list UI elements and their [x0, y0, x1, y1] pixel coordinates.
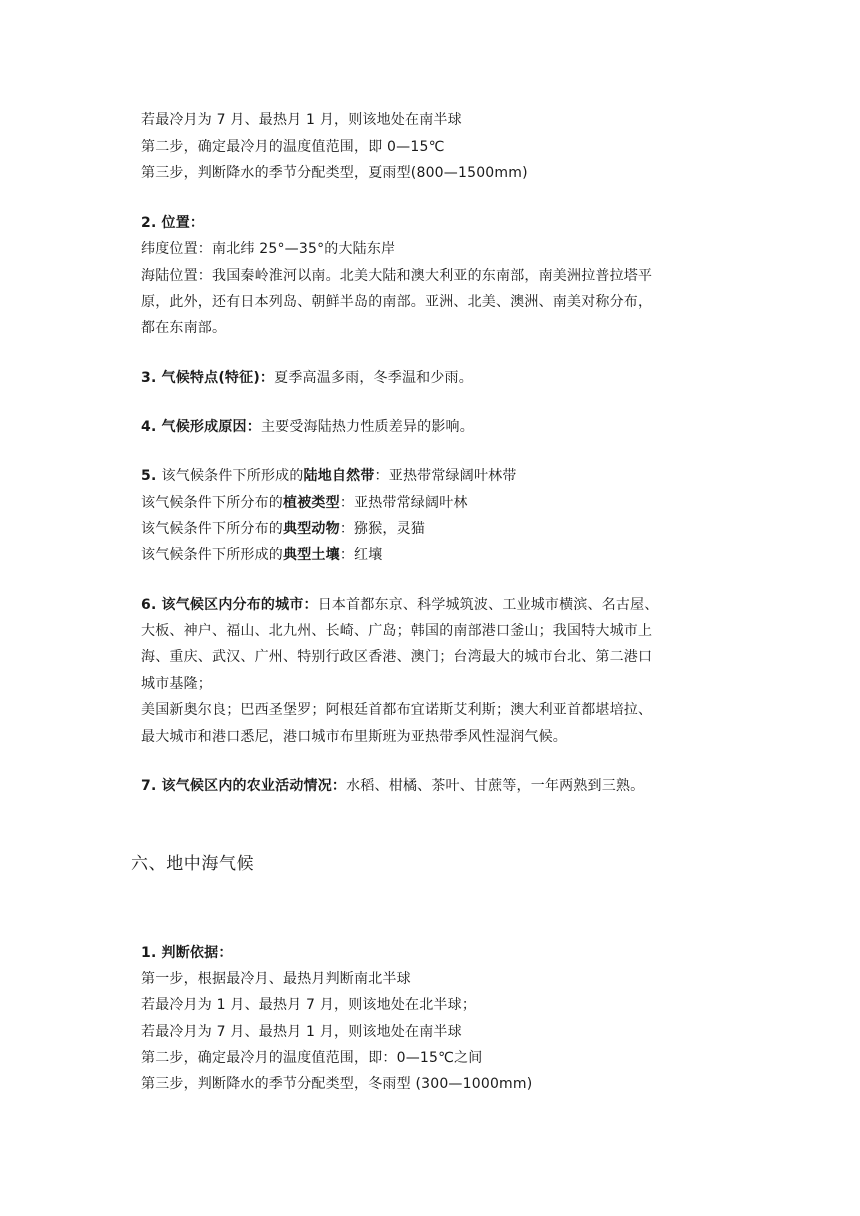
- section-heading: 6. 该气候区内分布的城市：: [141, 597, 318, 613]
- paragraph-text: 夏季高温多雨，冬季温和少雨。: [274, 370, 473, 386]
- text-line: 海、重庆、武汉、广州、特别行政区香港、澳门；台湾最大的城市台北、第二港口: [141, 649, 653, 665]
- text-line: 第三步，判断降水的季节分配类型，夏雨型(800—1500mm): [141, 165, 528, 181]
- text-line: 第二步，确定最冷月的温度值范围，即 0—15℃: [141, 139, 445, 155]
- text-line: 都在东南部。: [141, 320, 227, 336]
- paragraph-soil: [141, 546, 741, 564]
- paragraph-text: 该气候条件下所分布的: [141, 521, 283, 537]
- text-line: 若最冷月为 7 月、最热月 1 月，则该地处在南半球: [141, 112, 462, 128]
- text-line: 第三步，判断降水的季节分配类型，冬雨型 (300—1000mm): [141, 1076, 533, 1092]
- bold-term: 植被类型: [283, 495, 340, 511]
- section-heading: 3. 气候特点(特征)：: [141, 370, 275, 386]
- paragraph-natural-zone: [141, 467, 741, 485]
- text-line: 海陆位置：我国秦岭淮河以南。北美大陆和澳大利亚的东南部，南美洲拉普拉塔平: [141, 268, 653, 284]
- text-line: 第二步，确定最冷月的温度值范围，即：0—15℃之间: [141, 1050, 483, 1066]
- section-heading-location: 2. 位置：: [141, 215, 205, 231]
- paragraph-text: ：红壤: [339, 547, 383, 563]
- text-line: 最大城市和港口悉尼，港口城市布里斯班为亚热带季风性湿润气候。: [141, 729, 567, 745]
- paragraph-text: ：亚热带常绿阔叶林: [339, 495, 468, 511]
- text-line: 纬度位置：南北纬 25°—35°的大陆东岸: [141, 241, 396, 257]
- bold-term: 陆地自然带: [303, 468, 375, 484]
- text-line: 大板、神户、福山、北九州、长崎、广岛；韩国的南部港口釜山；我国特大城市上: [141, 623, 653, 639]
- paragraph-vegetation: [141, 494, 741, 512]
- paragraph-text: 主要受海陆热力性质差异的影响。: [260, 419, 474, 435]
- section-title: 六、地中海气候: [131, 854, 255, 874]
- paragraph-climate-features: [141, 369, 741, 387]
- paragraph-text: 该气候条件下所分布的: [141, 495, 283, 511]
- text-line: 城市基隆；: [141, 676, 212, 692]
- paragraph-text: 该气候条件下所形成的: [141, 547, 283, 563]
- paragraph-text: ：猕猴，灵猫: [339, 521, 426, 537]
- paragraph-text: 该气候条件下所形成的: [161, 468, 304, 484]
- paragraph-agriculture: [141, 777, 741, 795]
- text-line: 美国新奥尔良；巴西圣堡罗；阿根廷首都布宜诺斯艾利斯；澳大利亚首都堪培拉、: [141, 702, 653, 718]
- text-line: 原，此外，还有日本列岛、朝鲜半岛的南部。亚洲、北美、澳洲、南美对称分布，: [141, 294, 653, 310]
- paragraph-text: 日本首都东京、科学城筑波、工业城市横滨、名古屋、: [317, 597, 659, 613]
- paragraph-cities: [141, 596, 741, 614]
- item-number: 5.: [141, 468, 162, 484]
- section-heading: 7. 该气候区内的农业活动情况：: [141, 778, 347, 794]
- text-line: 若最冷月为 1 月、最热月 7 月，则该地处在北半球；: [141, 997, 477, 1013]
- text-line: 第一步，根据最冷月、最热月判断南北半球: [141, 971, 411, 987]
- paragraph-climate-causes: [141, 418, 741, 436]
- bold-term: 典型土壤: [283, 547, 340, 563]
- section-heading: 4. 气候形成原因：: [141, 419, 261, 435]
- section-heading-basis: 1. 判断依据：: [141, 945, 233, 961]
- paragraph-text: ：亚热带常绿阔叶林带: [374, 468, 517, 484]
- paragraph-text: 水稻、柑橘、茶叶、甘蔗等，一年两熟到三熟。: [346, 778, 645, 794]
- text-line: 若最冷月为 7 月、最热月 1 月，则该地处在南半球: [141, 1024, 462, 1040]
- paragraph-animals: [141, 520, 741, 538]
- bold-term: 典型动物: [283, 521, 340, 537]
